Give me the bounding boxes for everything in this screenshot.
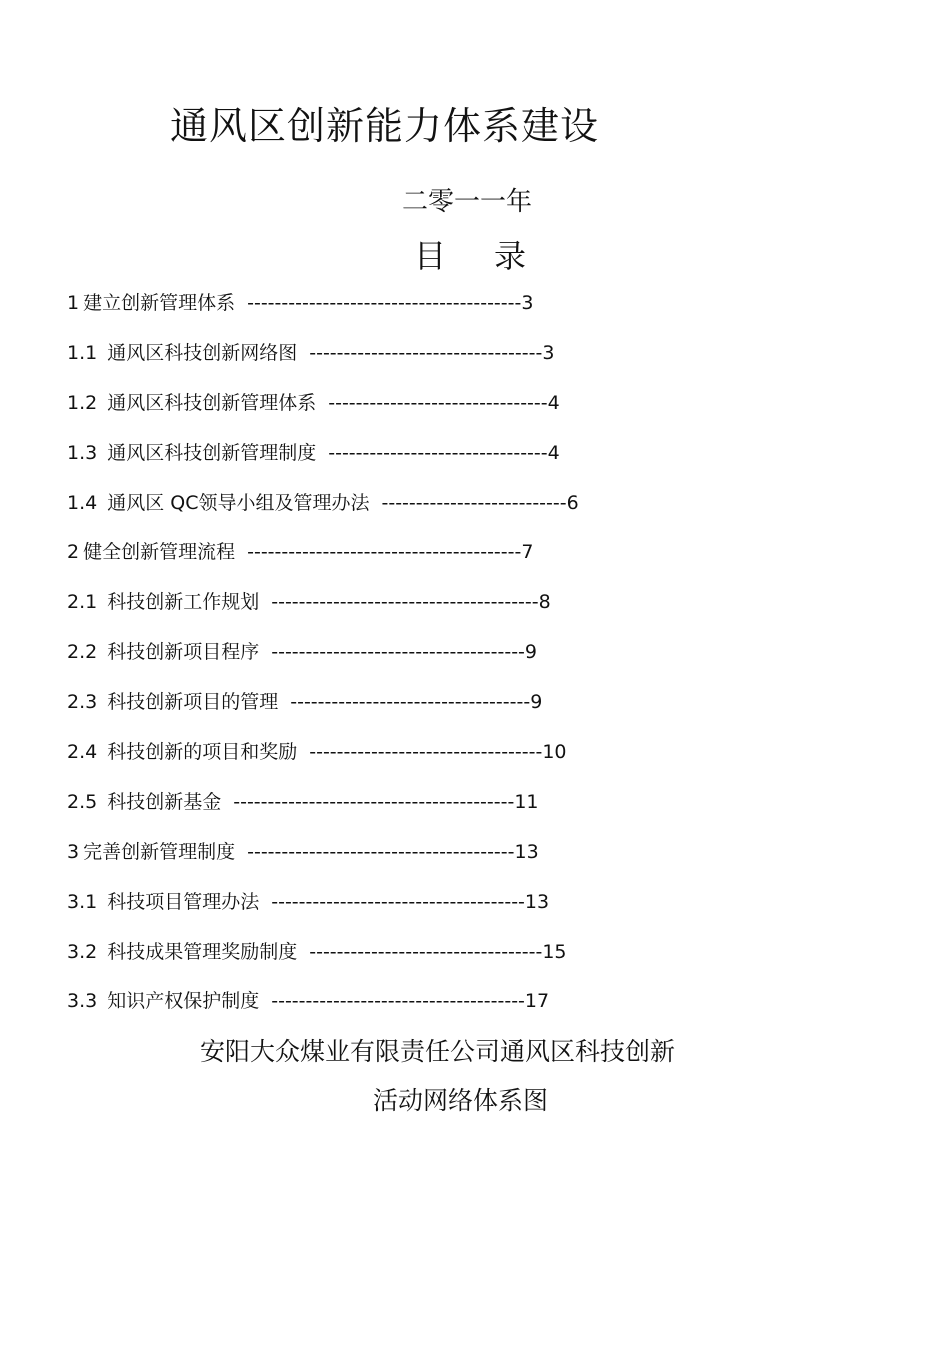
toc-entry-text: 科技创新工作规划: [107, 591, 260, 614]
document-title: 通风区创新能力体系建设: [170, 104, 600, 148]
toc-entry-number: 2: [67, 541, 80, 564]
toc-entry-page-number: 3: [542, 341, 555, 364]
toc-entry-leader: -------------------------------------: [271, 890, 525, 913]
toc-entry[interactable]: [67, 488, 767, 538]
toc-entry-leader: ---------------------------------------: [247, 840, 515, 863]
toc-entry-leader: ---------------------------------------: [271, 591, 539, 614]
toc-entry-text: 科技创新的项目和奖励: [107, 741, 298, 764]
toc-entry-number: 2.3: [67, 691, 98, 714]
toc-entry-leader: ---------------------------: [381, 491, 567, 514]
toc-entry-leader: -----------------------------------------: [233, 790, 515, 813]
toc-entry-leader: -----------------------------------: [290, 691, 531, 714]
toc-entry-number: 2.1: [67, 591, 98, 614]
toc-entry-number: 1.3: [67, 441, 98, 464]
toc-entry-number: 2.2: [67, 641, 98, 664]
toc-entry-text: 科技创新项目的管理: [107, 691, 279, 714]
toc-entry-page-number: 6: [566, 491, 579, 514]
toc-entry-text: 科技项目管理办法: [107, 890, 260, 913]
toc-entry[interactable]: [67, 338, 767, 388]
table-of-contents: [67, 288, 767, 1036]
toc-entry[interactable]: [67, 288, 767, 338]
toc-entry-number: 1.4: [67, 491, 98, 514]
toc-entry-text: 通风区科技创新网络图: [107, 341, 298, 364]
toc-entry-text: 知识产权保护制度: [107, 990, 260, 1013]
toc-entry-number: 3.3: [67, 990, 98, 1013]
toc-entry-leader: ----------------------------------: [309, 741, 543, 764]
toc-entry[interactable]: [67, 737, 767, 787]
network-diagram-title-line2: 活动网络体系图: [373, 1086, 549, 1115]
toc-entry-page-number: 3: [521, 292, 534, 314]
toc-entry-text: 通风区科技创新管理制度: [107, 441, 317, 464]
toc-entry[interactable]: [67, 537, 767, 587]
toc-entry-leader: --------------------------------: [328, 441, 548, 464]
toc-entry-leader: ----------------------------------: [309, 940, 543, 963]
toc-entry[interactable]: [67, 837, 767, 887]
toc-entry-number: 2.5: [67, 790, 98, 813]
toc-entry-page-number: 11: [514, 790, 539, 813]
toc-entry-text: 建立创新管理体系: [83, 292, 236, 314]
toc-entry-page-number: 7: [521, 541, 534, 564]
toc-entry[interactable]: [67, 438, 767, 488]
toc-entry-page-number: 13: [524, 890, 550, 913]
toc-entry-leader: -------------------------------------: [271, 990, 525, 1013]
toc-entry-leader: ----------------------------------------: [247, 541, 522, 564]
toc-entry-page-number: 9: [524, 641, 537, 664]
toc-entry-text: 科技创新项目程序: [107, 641, 260, 664]
toc-entry-number: 3.1: [67, 890, 98, 913]
toc-entry-leader: -------------------------------------: [271, 641, 525, 664]
toc-entry[interactable]: [67, 637, 767, 687]
toc-heading: 目录: [414, 237, 575, 275]
toc-entry-page-number: 8: [538, 591, 551, 614]
toc-entry-page-number: 13: [514, 840, 539, 863]
toc-entry[interactable]: [67, 887, 767, 937]
network-diagram-title-line1: 安阳大众煤业有限责任公司通风区科技创新: [200, 1037, 676, 1066]
document-year: 二零一一年: [402, 187, 533, 217]
toc-entry-page-number: 15: [542, 940, 567, 963]
toc-entry-number: 1: [67, 292, 80, 314]
toc-entry[interactable]: [67, 787, 767, 837]
toc-entry-page-number: 17: [524, 990, 550, 1013]
toc-entry[interactable]: [67, 937, 767, 987]
toc-entry-number: 1.2: [67, 391, 98, 414]
toc-entry[interactable]: [67, 687, 767, 737]
toc-entry-text: 通风区科技创新管理体系: [107, 391, 317, 414]
toc-entry-text: 科技成果管理奖励制度: [107, 940, 298, 963]
toc-entry-page-number: 9: [530, 691, 543, 714]
toc-entry-number: 2.4: [67, 741, 98, 764]
toc-entry-text: 通风区 QC领导小组及管理办法: [107, 491, 370, 514]
toc-entry[interactable]: [67, 587, 767, 637]
toc-entry-leader: ----------------------------------: [309, 341, 543, 364]
toc-entry-number: 3.2: [67, 940, 98, 963]
toc-entry[interactable]: [67, 986, 767, 1036]
toc-entry-text: 健全创新管理流程: [83, 541, 236, 564]
toc-entry-text: 科技创新基金: [107, 790, 222, 813]
toc-entry-leader: ----------------------------------------: [247, 292, 522, 314]
toc-entry-text: 完善创新管理制度: [83, 840, 236, 863]
toc-entry[interactable]: [67, 388, 767, 438]
toc-entry-number: 1.1: [67, 341, 98, 364]
toc-entry-page-number: 4: [547, 441, 560, 464]
toc-entry-page-number: 10: [542, 741, 567, 764]
toc-entry-page-number: 4: [547, 391, 560, 414]
toc-entry-number: 3: [67, 840, 80, 863]
toc-entry-leader: --------------------------------: [328, 391, 548, 414]
